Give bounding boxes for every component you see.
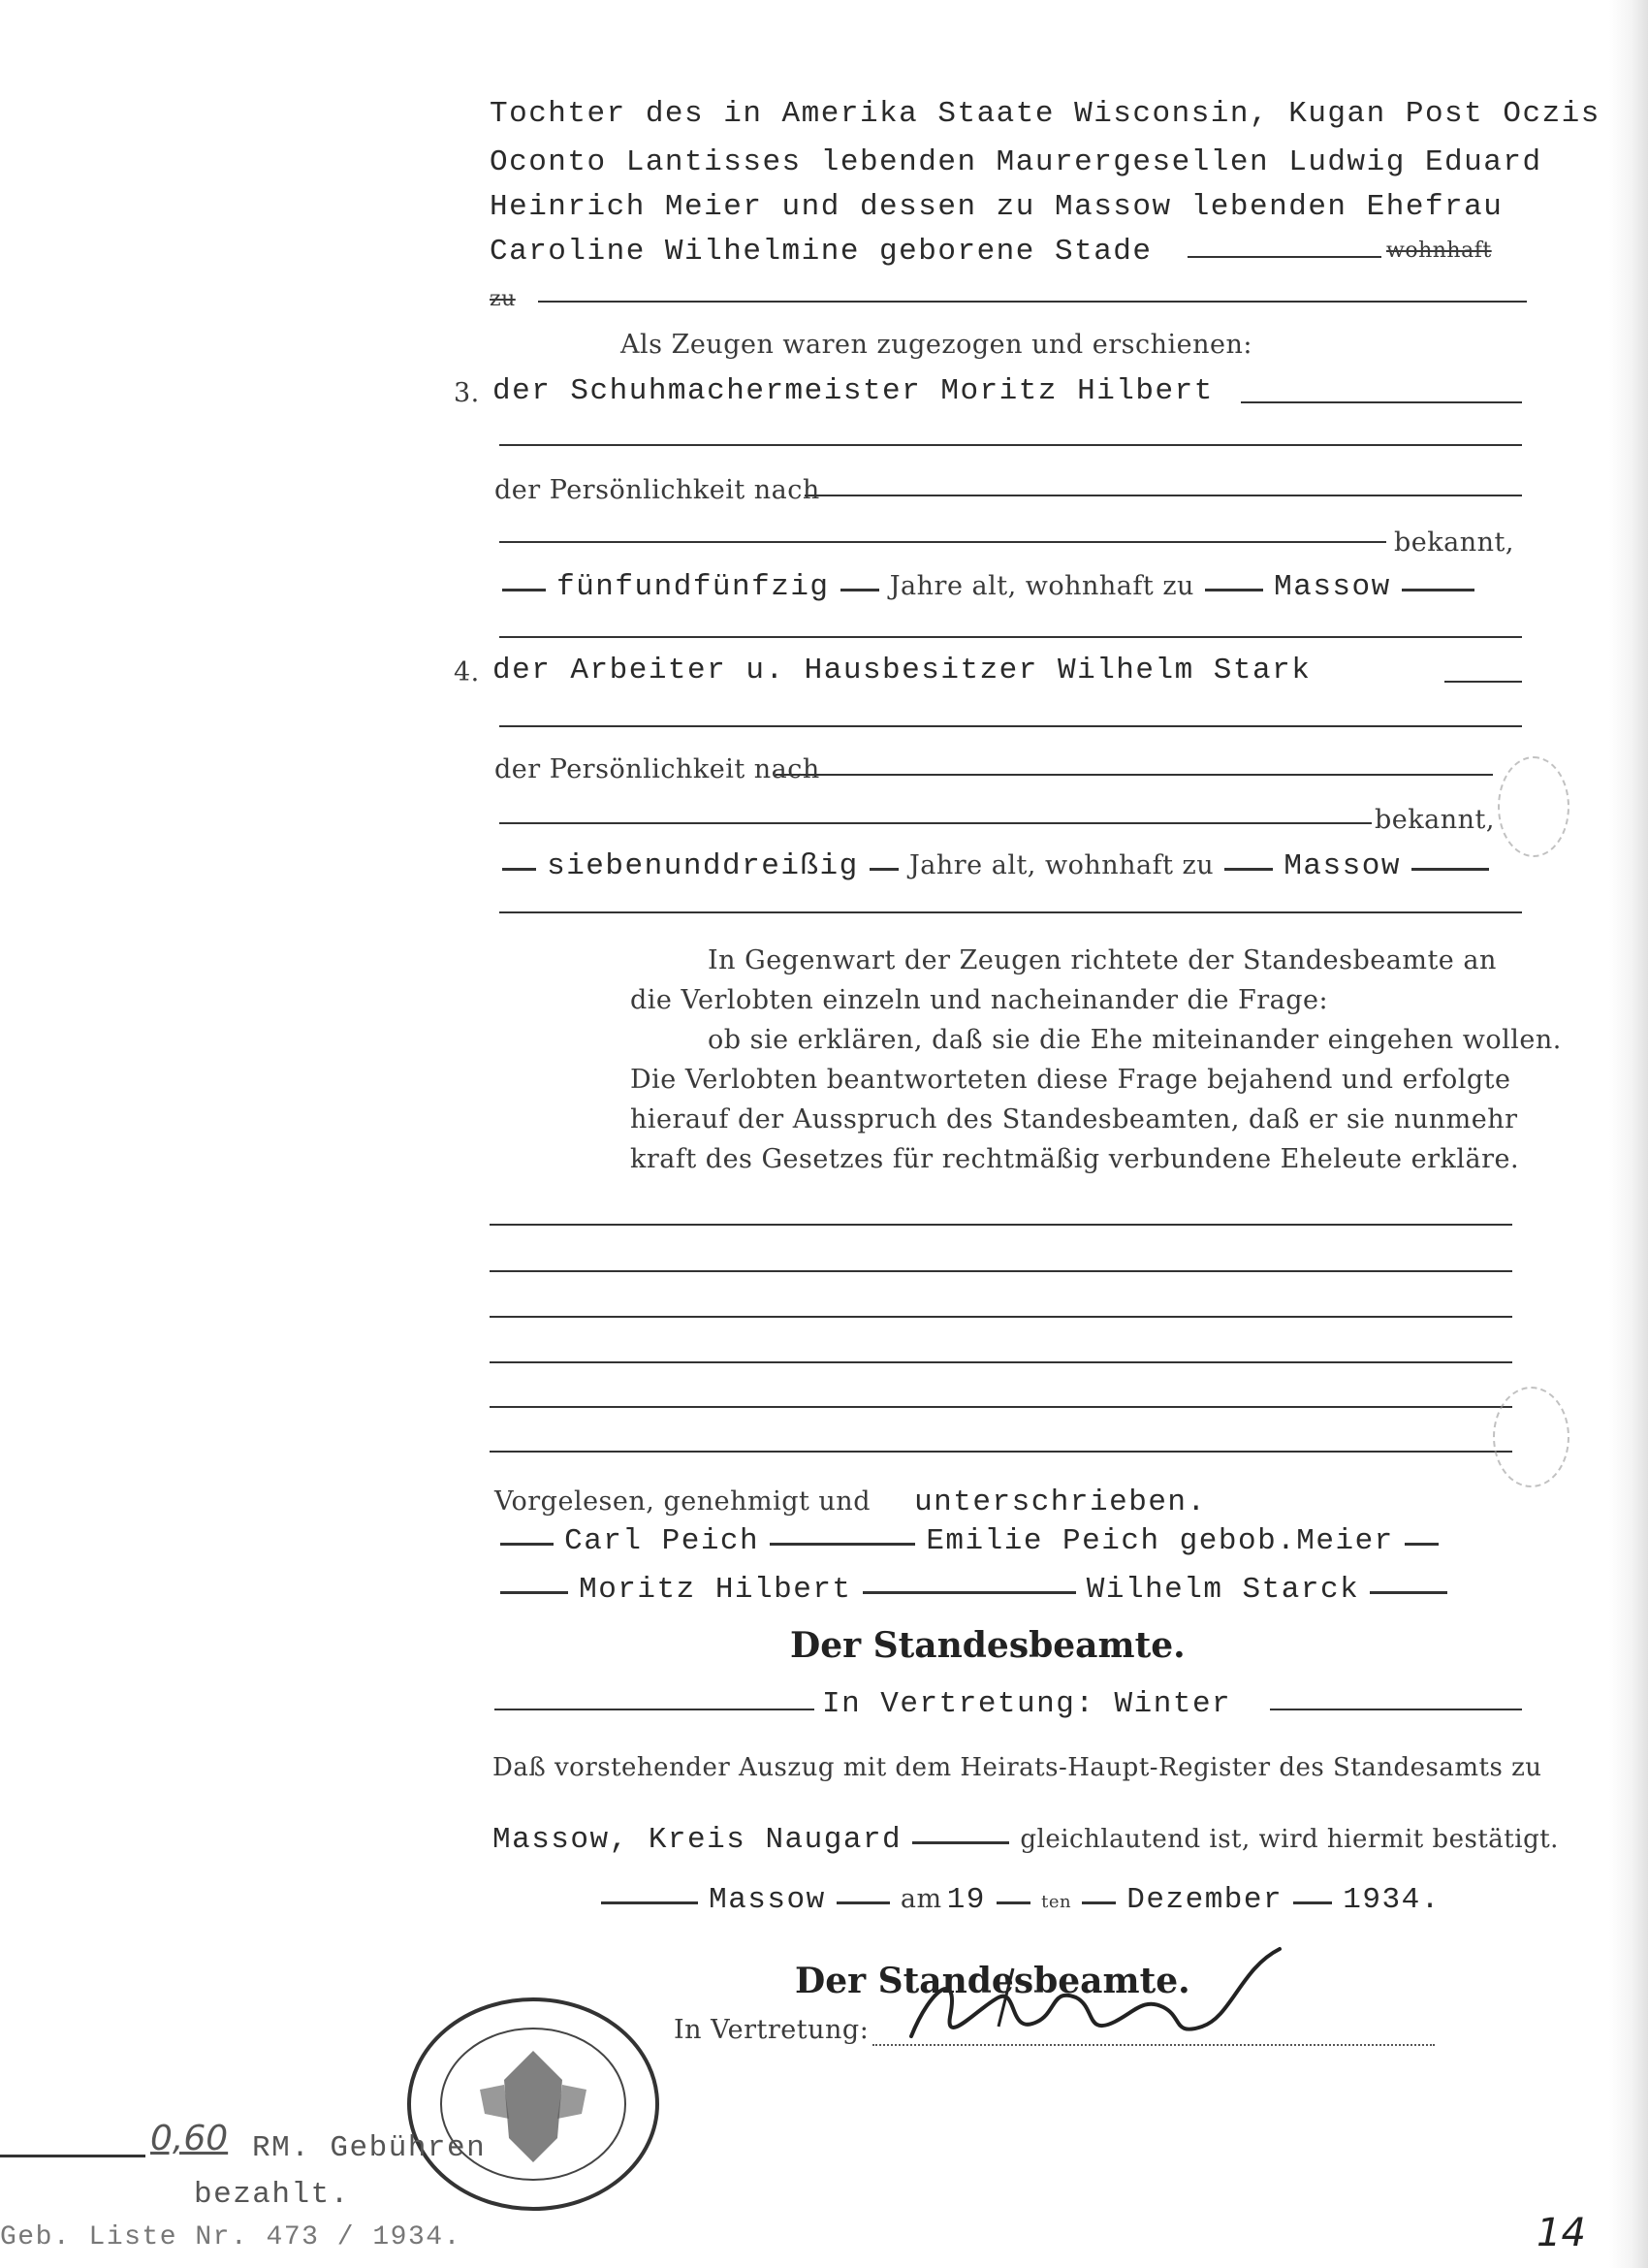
fill-line (499, 725, 1522, 727)
dash-line (1188, 256, 1381, 258)
page-number: 14 (1537, 2211, 1586, 2255)
blank-line (490, 1361, 1512, 1363)
stamp-mark (1498, 756, 1569, 857)
certification-day-suffix: ten (1041, 1892, 1072, 1912)
leader (500, 1591, 568, 1594)
certification-line1: Daß vorstehender Auszug mit dem Heirats-Haupt-Register des Standesamts zu (492, 1753, 1542, 1782)
fee-amount: 0,60 (150, 2119, 229, 2158)
leader (1082, 1901, 1116, 1904)
fill-line (499, 444, 1522, 446)
certification-date-row (595, 1883, 1441, 1917)
fill-line (805, 495, 1522, 496)
scan-edge (1609, 0, 1648, 2268)
leader (500, 1543, 554, 1546)
witness4-age: siebenunddreißig (547, 849, 859, 883)
fill-line (494, 1709, 814, 1710)
leader (912, 1841, 1009, 1844)
leader (997, 1901, 1030, 1904)
ceremony-line2: die Verlobten einzeln und nacheinander die Frage: (630, 985, 1329, 1015)
fee-reference: Geb. Liste Nr. 473 / 1934. (0, 2222, 461, 2252)
witness4-known: bekannt, (1375, 805, 1495, 835)
certification-city: Massow (709, 1883, 826, 1917)
leader (1205, 589, 1263, 591)
leader (1405, 1543, 1439, 1546)
blank-line (490, 1316, 1512, 1318)
fill-line (1444, 681, 1522, 683)
fee-paid: bezahlt. (194, 2178, 350, 2212)
registrar-title: Der Standesbeamte. (790, 1625, 1186, 1666)
leader (502, 589, 546, 591)
read-approved-value: unterschrieben. (914, 1485, 1207, 1519)
ceremony-line3: ob sie erklären, daß sie die Ehe miteinander eingehen wollen. (708, 1025, 1562, 1055)
read-approved-label: Vorgelesen, genehmigt und (494, 1486, 871, 1517)
ceremony-line6: kraft des Gesetzes für rechtmäßig verbundene Eheleute erkläre. (630, 1144, 1520, 1174)
leader (840, 589, 879, 591)
leader (837, 1901, 890, 1904)
witness-intro: Als Zeugen waren zugezogen und erschienen: (620, 330, 1252, 360)
bride-origin-line4: Caroline Wilhelmine geborene Stade (490, 235, 1153, 269)
leader (1411, 868, 1489, 871)
leader (1402, 589, 1474, 591)
certification-year: 1934. (1343, 1883, 1441, 1917)
ceremony-line1: In Gegenwart der Zeugen richtete der Standesbeamte an (708, 945, 1497, 975)
ceremony-line5: hierauf der Ausspruch des Standesbeamten, daß er sie nunmehr (630, 1104, 1518, 1134)
bride-origin-line2: Oconto Lantisses lebenden Maurergesellen Ludwig Eduard (490, 145, 1542, 179)
blank-line (490, 1270, 1512, 1272)
seal-text (427, 1968, 428, 1969)
witness4-residence: Massow (1284, 849, 1401, 883)
struck-wohnhaft: wohnhaft (1386, 239, 1492, 263)
fill-line (499, 911, 1522, 913)
witness3-known: bekannt, (1394, 527, 1514, 558)
leader (1224, 868, 1273, 871)
witness3-age-label: Jahre alt, wohnhaft zu (889, 571, 1194, 601)
signature-witness4: Wilhelm Starck (1086, 1573, 1360, 1607)
fee-label: RM. Gebühren (252, 2131, 487, 2165)
fill-line (538, 301, 1527, 303)
closing-title: Der Standesbeamte. (795, 1961, 1190, 2001)
signature-groom: Carl Peich (564, 1524, 760, 1558)
registrar-signature (892, 1930, 1299, 2065)
leader (601, 1901, 698, 1904)
blank-line (490, 1224, 1512, 1226)
witness4-number: 4. (454, 657, 480, 687)
certification-line2 (492, 1823, 1559, 1857)
read-approved-row (494, 1485, 1207, 1519)
witness3-age-row (496, 570, 1480, 604)
leader (1370, 1591, 1447, 1594)
signature-witness3: Moritz Hilbert (579, 1573, 852, 1607)
struck-zu: zu (490, 287, 516, 311)
leader (502, 868, 536, 871)
bride-origin-line1: Tochter des in Amerika Staate Wisconsin, Kugan Post Oczis (490, 97, 1600, 131)
witness4-age-label: Jahre alt, wohnhaft zu (908, 850, 1215, 880)
fill-line (499, 636, 1522, 638)
witness3-number: 3. (454, 378, 480, 408)
fill-line (1241, 401, 1522, 403)
leader (1293, 1901, 1332, 1904)
stamp-mark (1493, 1387, 1569, 1487)
closing-deputy: In Vertretung: (674, 2015, 870, 2045)
fill-line (499, 822, 1372, 824)
witness3-residence: Massow (1274, 570, 1391, 604)
fill-line (499, 541, 1386, 543)
official-seal (402, 1993, 664, 2216)
signature-row-1 (494, 1524, 1444, 1558)
signature-row-2 (494, 1573, 1453, 1607)
witness3-name: der Schuhmachermeister Moritz Hilbert (492, 374, 1214, 408)
fee-leader (0, 2155, 145, 2157)
certification-month: Dezember (1126, 1883, 1284, 1917)
leader (863, 1591, 1076, 1594)
ceremony-line4: Die Verlobten beantworteten diese Frage bejahend und erfolgte (630, 1065, 1511, 1095)
witness4-name: der Arbeiter u. Hausbesitzer Wilhelm Stark (492, 654, 1312, 687)
certification-place: Massow, Kreis Naugard (492, 1823, 903, 1857)
leader (770, 1543, 915, 1546)
bride-origin-line3: Heinrich Meier und dessen zu Massow lebenden Ehefrau (490, 190, 1504, 224)
fill-line (776, 774, 1493, 776)
signature-bride: Emilie Peich gebob.Meier (926, 1524, 1394, 1558)
registrar-deputy: In Vertretung: Winter (822, 1687, 1232, 1721)
blank-line (490, 1406, 1512, 1408)
witness4-age-row (496, 849, 1495, 883)
fill-line (1270, 1709, 1522, 1710)
witness3-identity-label: der Persönlichkeit nach (494, 475, 820, 505)
witness4-identity-label: der Persönlichkeit nach (494, 754, 820, 784)
certification-confirm: gleichlautend ist, wird hiermit bestätigt. (1020, 1825, 1559, 1854)
blank-line (490, 1451, 1512, 1453)
witness3-age: fünfundfünfzig (556, 570, 830, 604)
certification-day: 19 (946, 1883, 986, 1917)
certification-am: am (900, 1884, 942, 1914)
leader (870, 868, 899, 871)
